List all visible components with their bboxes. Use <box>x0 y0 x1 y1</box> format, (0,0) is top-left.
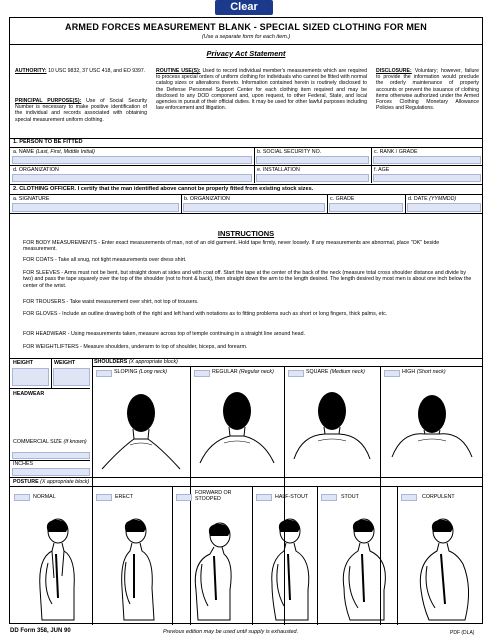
form-id: DD Form 358, JUN 90 <box>10 628 71 634</box>
shoulders-square-checkbox[interactable] <box>288 370 304 377</box>
name-hint: (Last, First, Middle Initial) <box>35 149 95 155</box>
posture-half-stout-checkbox[interactable] <box>256 494 272 501</box>
pdf-label: PDF (DLA) <box>450 630 475 636</box>
instruction-weightlifters: FOR WEIGHTLIFTERS - Measure shoulders, underarm to top of shoulder, biceps, and forearm. <box>23 344 248 350</box>
rank-label: c. RANK / GRADE <box>374 149 418 155</box>
age-field[interactable] <box>373 174 481 182</box>
regular-label: REGULAR (Regular neck) <box>212 369 274 375</box>
grade-field[interactable] <box>329 203 403 212</box>
installation-field[interactable] <box>256 174 369 182</box>
officer-organization-label: b. ORGANIZATION <box>184 196 230 202</box>
purpose-text: Use of Social Security Number is necessary to make positive identification of the individual and records associated with obtaining special measurement uniform clothing. <box>15 98 147 123</box>
corpulent-posture-illustration <box>415 518 475 623</box>
posture-label: POSTURE (X appropriate block) <box>13 479 90 485</box>
authority-text: 10 USC 9832, 37 USC 418, and EO 9397. <box>48 68 146 74</box>
routine-block <box>156 68 367 111</box>
weight-label: WEIGHT <box>54 360 76 366</box>
organization-label: d. ORGANIZATION <box>13 167 59 173</box>
signature-field[interactable] <box>12 203 179 212</box>
footer-note: Previous edition may be used until supply is exhausted. <box>163 629 299 635</box>
disclosure-block <box>376 68 479 111</box>
stooped-posture-illustration <box>186 518 241 623</box>
posture-erect-label: ERECT <box>115 494 133 500</box>
privacy-title: Privacy Act Statement <box>206 49 286 58</box>
shoulders-sloping-checkbox[interactable] <box>96 370 112 377</box>
date-label: d. DATE (YYMMDD) <box>408 196 457 202</box>
purpose-label: PRINCIPAL PURPOSE(S): <box>15 98 82 104</box>
disclosure-label: DISCLOSURE: <box>376 68 412 74</box>
shoulders-hint: (X appropriate block) <box>128 359 178 365</box>
posture-normal-label: NORMAL <box>33 494 56 500</box>
measurement-form <box>9 17 483 624</box>
half-stout-posture-illustration <box>264 518 314 623</box>
posture-stooped-label: FORWARD OR STOOPED <box>195 490 232 502</box>
date-field[interactable] <box>407 203 481 212</box>
regular-shoulders-illustration <box>194 381 280 473</box>
ssn-field[interactable] <box>256 156 369 164</box>
height-label: HEIGHT <box>13 360 34 366</box>
routine-label: ROUTINE USE(S): <box>156 68 201 74</box>
name-label: a. NAME (Last, First, Middle Initial) <box>13 149 95 155</box>
height-field[interactable] <box>12 368 49 386</box>
posture-stout-label: STOUT <box>341 494 359 500</box>
routine-text: Used to record individual member's measurements which are required to process special orders of uniform clothing for individuals who cannot be fitted with normal catalog sizes or alterations thereto. Information contained herein is routinely disclosed to the Defense Personnel Support Center for each clothing item required and may be disclosed to any DOD component and, upon request, to other Federal, State, and local agencies in pursuit of their official duties. It may be used for other lawful purposes including law enforcement and litigation. <box>156 68 367 112</box>
name-field[interactable] <box>12 156 252 164</box>
posture-normal-checkbox[interactable] <box>14 494 30 501</box>
inches-field[interactable] <box>12 468 90 476</box>
date-hint: (YYMMDD) <box>429 196 457 202</box>
high-label: HIGH (Short neck) <box>402 369 446 375</box>
section2-heading: 2. CLOTHING OFFICER. I certify that the man identified above cannot be properly fitted from existing stock sizes. <box>13 186 314 192</box>
section1-heading: 1. PERSON TO BE FITTED <box>13 139 83 145</box>
commercial-size-field[interactable] <box>12 452 90 459</box>
instruction-gloves: FOR GLOVES - Include an outline drawing both of the right and left hand with notations as to fitting problems such as short or long fingers, thick palms, etc. <box>23 311 388 317</box>
authority-block <box>15 68 147 74</box>
instruction-coats: FOR COATS - Take all snug, not tight measurements over dress shirt. <box>23 257 187 263</box>
disclosure-text: Voluntary; however, failure to provide the information would preclude the orderly maintenance of property accounts or prevent the issuance of clothing items otherwise authorized under the Armed Forces Clothing Monetary Allowance Policies and Regulations. <box>376 68 479 112</box>
posture-erect-checkbox[interactable] <box>96 494 112 501</box>
rank-field[interactable] <box>373 156 481 164</box>
posture-half-stout-label: HALF-STOUT <box>275 494 309 500</box>
instructions-title: INSTRUCTIONS <box>217 229 275 238</box>
high-shoulders-illustration <box>384 381 480 473</box>
commercial-hint: (If known) <box>63 439 87 445</box>
shoulders-high-checkbox[interactable] <box>384 370 400 377</box>
officer-organization-field[interactable] <box>183 203 325 212</box>
age-label: f. AGE <box>374 167 390 173</box>
stout-posture-illustration <box>336 518 391 623</box>
instruction-headwear: FOR HEADWEAR - Using measurements taken, measure across top of temple continuing in a straight line around head. <box>23 331 306 337</box>
weight-field[interactable] <box>53 368 90 386</box>
inches-label: INCHES <box>13 461 34 467</box>
shoulders-label: SHOULDERS (X appropriate block) <box>94 359 178 365</box>
sloping-label: SLOPING (Long neck) <box>114 369 168 375</box>
square-label: SQUARE (Medium neck) <box>306 369 365 375</box>
form-subtitle: (Use a separate form for each item.) <box>201 34 291 40</box>
posture-corpulent-checkbox[interactable] <box>401 494 417 501</box>
commercial-size-label: COMMERCIAL SIZE (If known) <box>13 439 87 445</box>
headwear-label: HEADWEAR <box>13 391 45 397</box>
erect-posture-illustration <box>110 518 160 623</box>
installation-label: e. INSTALLATION <box>257 167 300 173</box>
clear-button[interactable]: Clear <box>215 0 273 15</box>
sloping-shoulders-illustration <box>96 381 186 473</box>
grade-label: c. GRADE <box>330 196 355 202</box>
signature-label: a. SIGNATURE <box>13 196 50 202</box>
ssn-label: b. SOCIAL SECURITY NO. <box>257 149 322 155</box>
square-shoulders-illustration <box>288 381 376 473</box>
instruction-trousers: FOR TROUSERS - Take waist measurement over shirt, not top of trousers. <box>23 299 199 305</box>
authority-label: AUTHORITY: <box>15 68 47 74</box>
shoulders-regular-checkbox[interactable] <box>194 370 210 377</box>
form-title: ARMED FORCES MEASUREMENT BLANK - SPECIAL SIZED CLOTHING FOR MEN <box>65 22 427 32</box>
posture-hint: (X appropriate block) <box>40 479 90 485</box>
purpose-block <box>15 98 147 123</box>
posture-corpulent-label: CORPULENT <box>422 494 455 500</box>
posture-stout-checkbox[interactable] <box>321 494 337 501</box>
organization-field[interactable] <box>12 174 252 182</box>
instruction-sleeves: FOR SLEEVES - Arms must not be bent, but straight down at sides and with coat off. Start the tape at the center of the back of the neck (measure total cross shoulder distance and divide by two) and pass the tape squarely over the top of the shoulder (not to front & back), then straight down the arm to the length desired. The length desired by most men is about one inch below the center of the wrist. <box>23 270 472 289</box>
normal-posture-illustration <box>30 518 80 623</box>
instruction-body: FOR BODY MEASUREMENTS - Enter exact measurements of man, not of an old garment. Hold tape firmly, never loosely. If any measurements are abnormal, place "OK" beside measurement. <box>23 240 440 253</box>
posture-stooped-checkbox[interactable] <box>176 494 192 501</box>
